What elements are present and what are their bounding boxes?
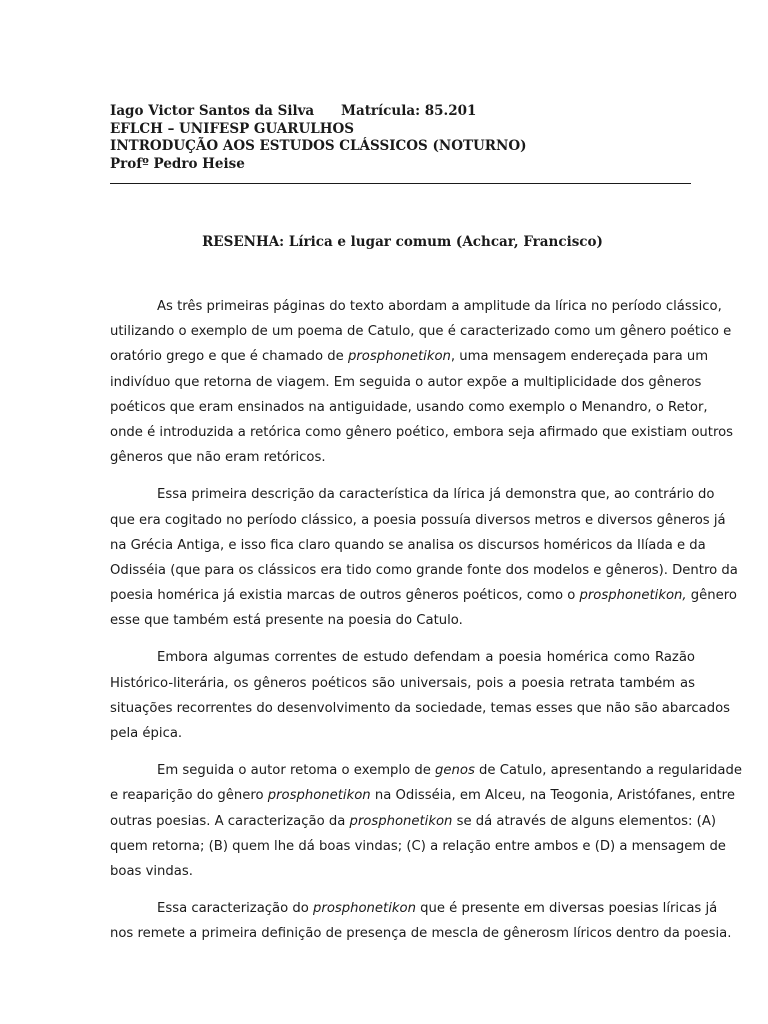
- text-segment: outras poesias. A caracterização da: [110, 813, 350, 829]
- text-segment: pela épica.: [110, 726, 183, 741]
- paragraph-line: [110, 395, 708, 420]
- text-segment: e reaparição do gênero: [110, 788, 268, 804]
- paragraph-line: [110, 921, 732, 946]
- body-text: [110, 294, 742, 959]
- paragraph-line: [110, 834, 726, 859]
- paragraph-line: [110, 859, 695, 884]
- text-segment: gênero: [686, 588, 737, 604]
- professor-name: Profº Pedro Heise: [110, 155, 245, 172]
- paragraph-line: [110, 558, 738, 583]
- document-header: [110, 103, 695, 173]
- text-segment: onde é introduzida a retórica como gênero poético, embora seja afirmado que existiam outros: [110, 424, 734, 440]
- header-divider: [110, 183, 691, 184]
- paragraph: [110, 896, 732, 946]
- text-segment: poesia homérica já existia marcas de outros gêneros poéticos, como o: [110, 588, 580, 604]
- author-line: [110, 103, 695, 121]
- paragraph: [110, 645, 731, 746]
- paragraph-line: [110, 583, 737, 608]
- text-segment: Embora algumas correntes de estudo defendam a poesia homérica como Razão: [157, 650, 695, 666]
- text-segment: situações recorrentes do desenvolvimento da sociedade, temas esses que não são abarcados: [110, 700, 731, 716]
- italic-term: prosphonetikon,: [579, 588, 687, 604]
- paragraph-line: [110, 508, 726, 533]
- paragraph-line: [110, 671, 695, 696]
- paragraph-line: [110, 721, 695, 746]
- author-name: Iago Victor Santos da Silva: [110, 103, 315, 119]
- paragraph-line: [110, 344, 709, 369]
- text-segment: gêneros que não eram retóricos.: [110, 450, 326, 466]
- text-segment: Essa primeira descrição da característica da lírica já demonstra que, ao contrário do: [157, 487, 715, 503]
- paragraph-line: [110, 645, 695, 670]
- italic-term: prosphonetikon: [347, 349, 451, 365]
- text-segment: Essa caracterização do: [157, 901, 314, 917]
- italic-term: prosphonetikon: [267, 788, 371, 804]
- paragraph-line: [110, 783, 735, 808]
- paragraph-line: [110, 370, 702, 395]
- paragraph-line: [110, 608, 695, 633]
- text-segment: de Catulo, apresentando a regularidade: [474, 763, 742, 779]
- italic-term: genos: [435, 763, 475, 779]
- paragraph-line: [110, 896, 718, 921]
- text-segment: Odisséia (que para os clássicos era tido como grande fonte dos modelos e gêneros). Dentro da: [110, 562, 738, 578]
- paragraph-line: [110, 482, 715, 507]
- text-segment: quem retorna; (B) quem lhe dá boas vindas; (C) a relação entre ambos e (D) a mensagem de: [110, 838, 726, 854]
- italic-term: prosphonetikon: [349, 813, 453, 829]
- text-segment: As três primeiras páginas do texto abordam a amplitude da lírica no período clássico,: [157, 299, 722, 314]
- text-segment: , uma mensagem endereçada para um: [450, 349, 709, 365]
- text-segment: Histórico-literária, os gêneros poéticos são universais, pois a poesia retrata também as: [110, 675, 695, 691]
- paragraph: [110, 758, 742, 884]
- text-segment: Em seguida o autor retoma o exemplo de: [157, 763, 436, 779]
- text-segment: na Odisséia, em Alceu, na Teogonia, Aristófanes, entre: [370, 788, 735, 804]
- paragraph: [110, 294, 734, 470]
- paragraph: [110, 482, 738, 633]
- text-segment: poéticos que eram ensinados na antiguidade, usando como exemplo o Menandro, o Retor,: [110, 399, 708, 415]
- paragraph-line: [110, 809, 716, 834]
- text-segment: que era cogitado no período clássico, a poesia possuía diversos metros e diversos gêneros já: [110, 512, 726, 528]
- paragraph-line: [110, 445, 695, 470]
- registration-number: Matrícula: 85.201: [341, 103, 477, 119]
- paragraph-line: [110, 533, 706, 558]
- text-segment: nos remete a primeira definição de presença de mescla de gênerosm líricos dentro da poesia.: [110, 926, 732, 942]
- italic-term: prosphonetikon: [313, 901, 416, 917]
- course-name: INTRODUÇÃO AOS ESTUDOS CLÁSSICOS (NOTURNO): [110, 138, 527, 154]
- text-segment: na Grécia Antiga, e isso fica claro quando se analisa os discursos homéricos da Ilíada e da: [110, 537, 706, 553]
- paragraph-line: [110, 294, 722, 319]
- text-segment: esse que também está presente na poesia do Catulo.: [110, 613, 463, 629]
- paragraph-line: [110, 319, 732, 344]
- paragraph-line: [110, 420, 734, 445]
- text-segment: indivíduo que retorna de viagem. Em seguida o autor expõe a multiplicidade dos gêneros: [110, 374, 702, 390]
- text-segment: se dá através de alguns elementos: (A): [452, 813, 716, 829]
- text-segment: boas vindas.: [110, 863, 193, 879]
- text-segment: que é presente em diversas poesias líricas já: [415, 901, 718, 917]
- institution: EFLCH – UNIFESP GUARULHOS: [110, 120, 355, 137]
- text-segment: utilizando o exemplo de um poema de Catulo, que é caracterizado como um gênero poético e: [110, 324, 732, 340]
- paragraph-line: [110, 758, 742, 783]
- text-segment: oratório grego e que é chamado de: [110, 349, 348, 365]
- document-title: RESENHA: Lírica e lugar comum (Achcar, Francisco): [202, 234, 603, 250]
- paragraph-line: [110, 696, 731, 721]
